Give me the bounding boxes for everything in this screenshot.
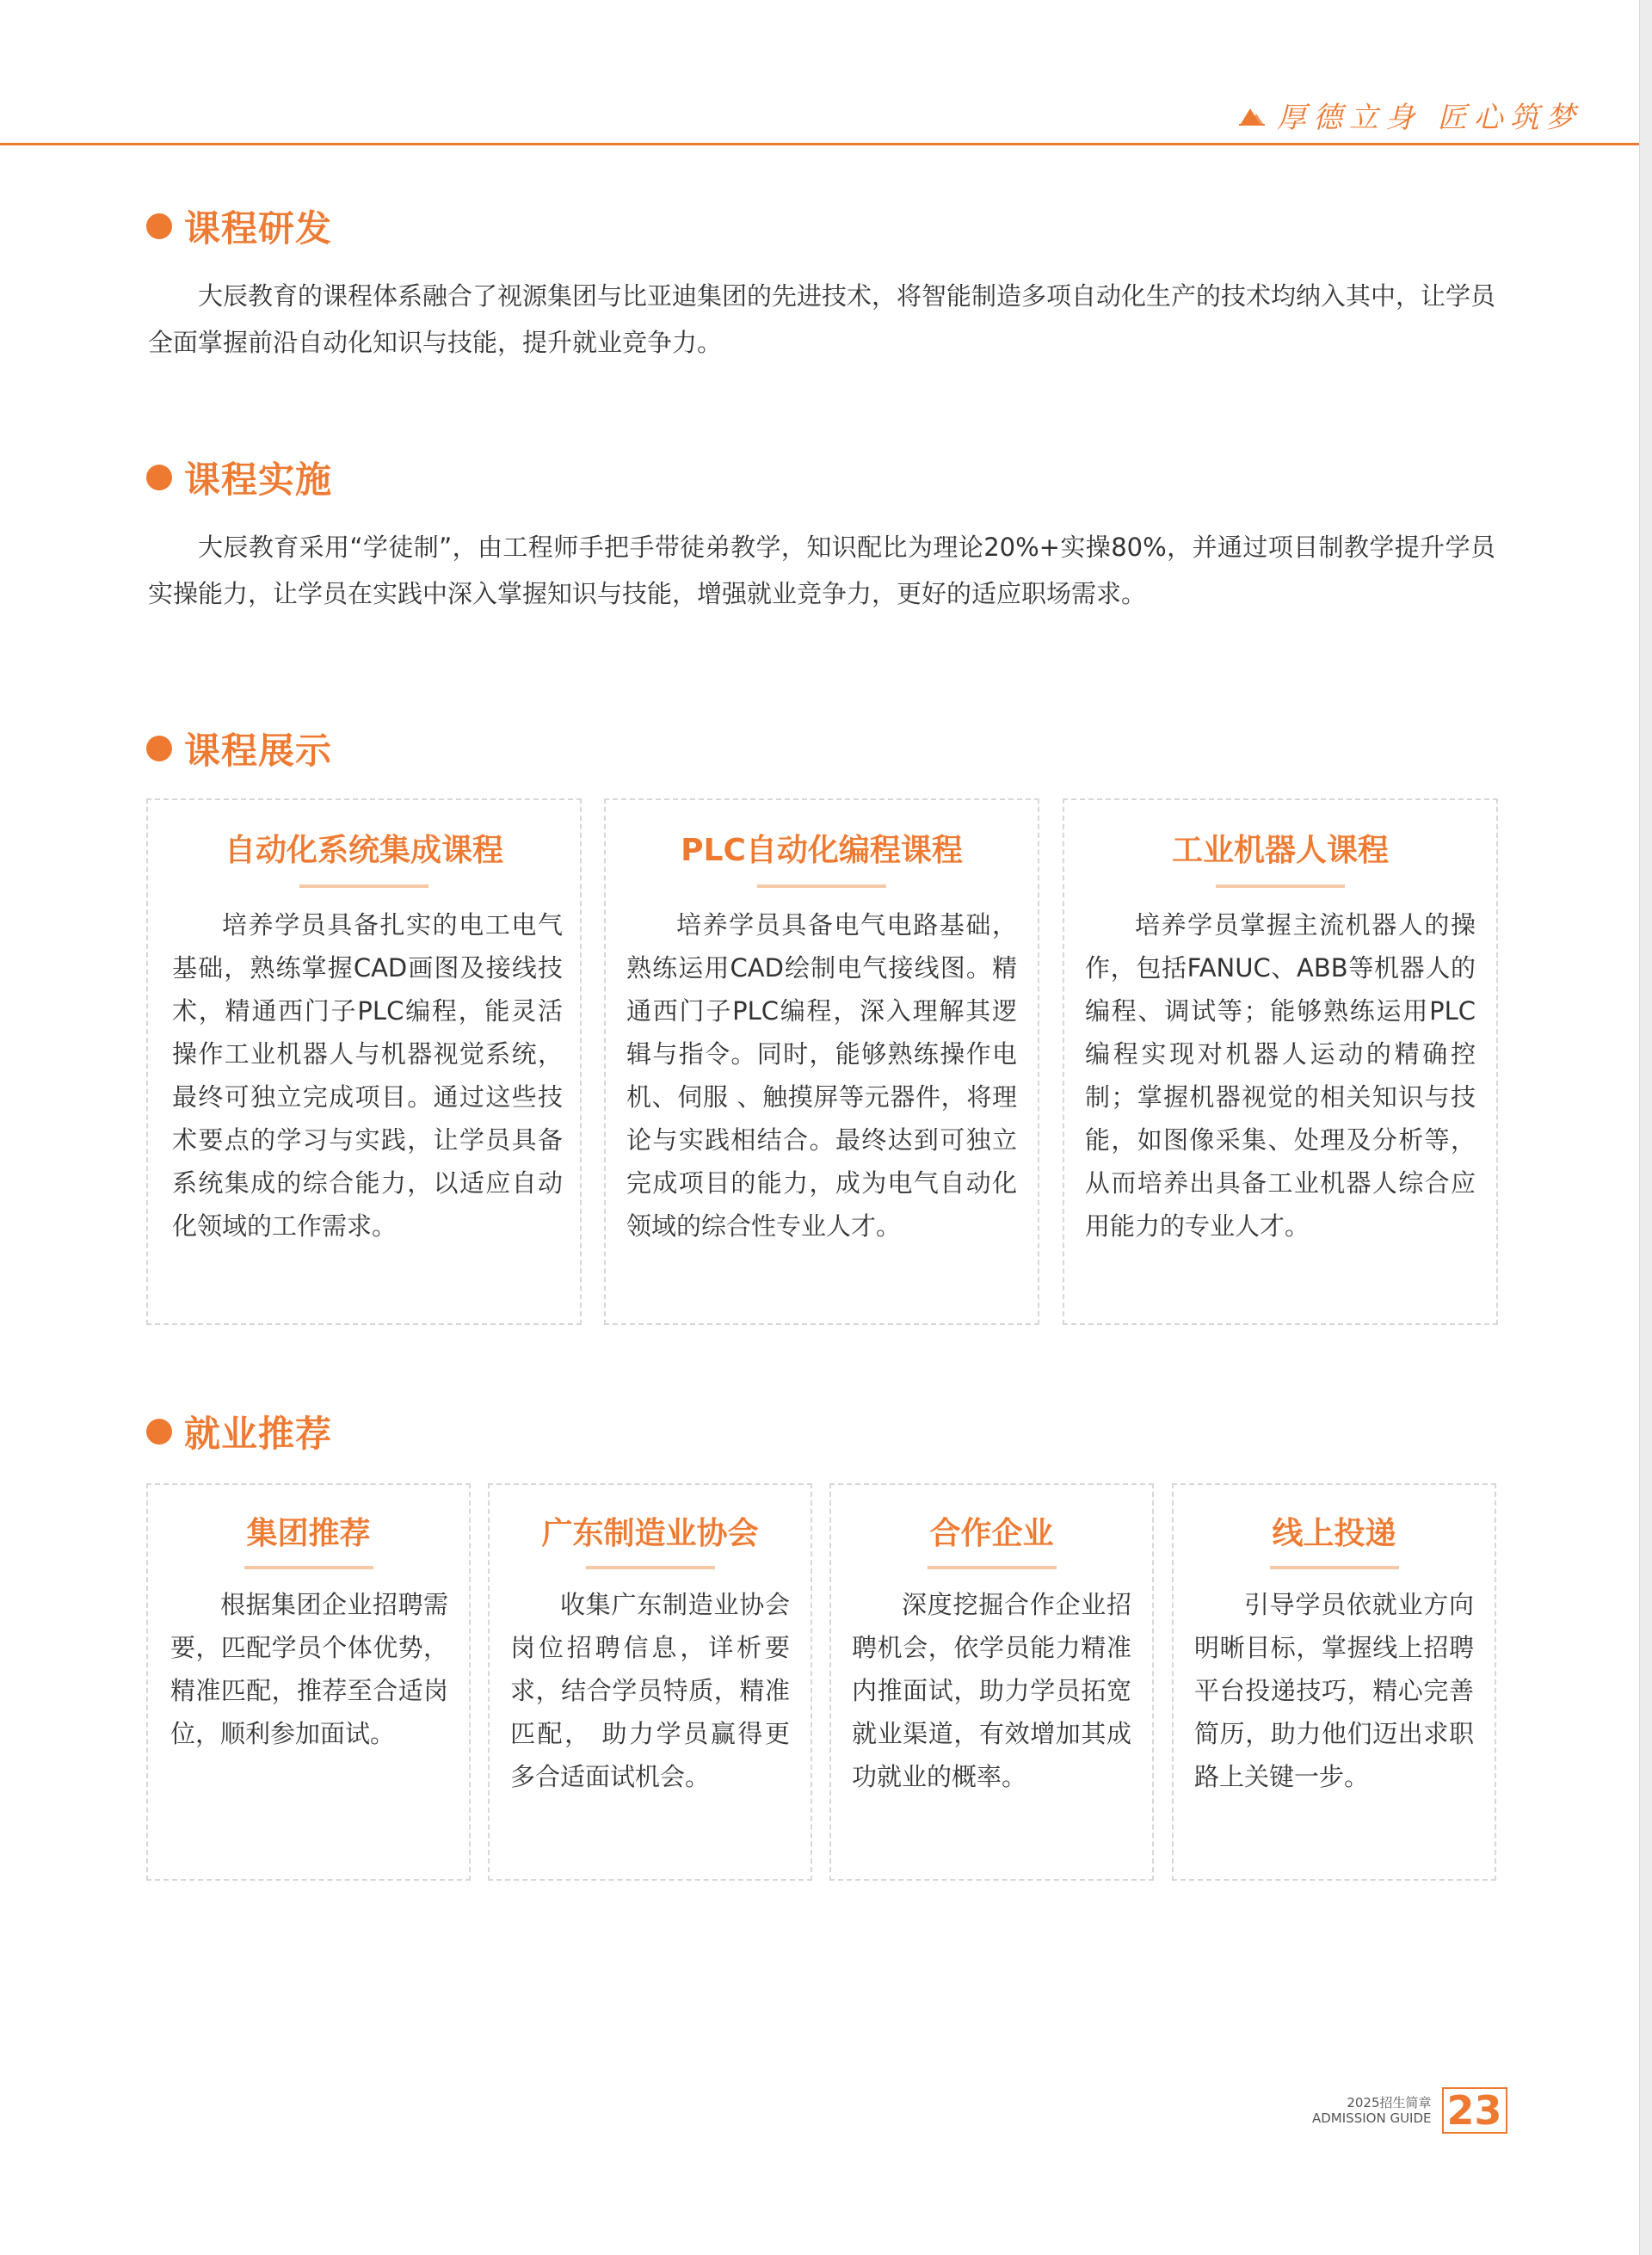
card-text: 引导学员依就业方向明晰目标，掌握线上招聘平台投递技巧，精心完善简历，助力他们迈出求职路上关键一步。: [1194, 1590, 1474, 1791]
course-card-robot: [1063, 798, 1498, 1325]
footer-page-marker: [1312, 2086, 1507, 2134]
card-title: 广东制造业协会: [541, 1516, 759, 1551]
card-text: 培养学员具备电气电路基础，熟练运用CAD绘制电气接线图。精通西门子PLC编程，深入理解其逻辑与指令。同时，能够熟练操作电机、伺服 、触摸屏等元器件，将理论与实践相结合。最终达到可独立完成项目的能力，成为电气自动化领域的综合性专业人才。: [626, 910, 1017, 1241]
page-number: 23: [1442, 2087, 1507, 2134]
section-showcase-heading: [146, 723, 332, 774]
section-title: 课程研发: [184, 207, 333, 250]
course-card-automation: [146, 798, 582, 1325]
header-rule: [0, 143, 1639, 145]
header-motto: [1239, 93, 1582, 136]
bullet-dot-icon: [146, 1419, 172, 1445]
card-divider: [757, 884, 886, 888]
card-text: 培养学员掌握主流机器人的操作，包括FANUC、ABB等机器人的编程、调试等；能够熟练运用PLC编程实现对机器人运动的精确控制；掌握机器视觉的相关知识与技能，如图像采集、处理及分析等，从而培养出具备工业机器人综合应用能力的专业人才。: [1085, 910, 1476, 1241]
section-employment-heading: [146, 1406, 332, 1457]
motto-text: 厚德立身 匠心筑梦: [1277, 100, 1582, 135]
section-title: 课程展示: [184, 730, 333, 772]
card-text: 根据集团企业招聘需要，匹配学员个体优势，精准匹配，推荐至合适岗位，顺利参加面试。: [170, 1590, 448, 1748]
section-title: 就业推荐: [184, 1413, 333, 1455]
bullet-dot-icon: [146, 465, 172, 490]
section-research-heading: [146, 200, 332, 252]
employment-card-online: [1172, 1483, 1496, 1881]
section-implementation-heading: [146, 452, 332, 503]
employment-card-group: [146, 1483, 471, 1881]
card-title: 线上投递: [1272, 1516, 1396, 1551]
employment-card-partner: [829, 1483, 1154, 1881]
section-title: 课程实施: [184, 459, 333, 501]
card-divider: [299, 884, 428, 888]
footer-guide-cn: 2025招生简章: [1347, 2094, 1432, 2110]
card-divider: [1216, 884, 1345, 888]
footer-guide: [1312, 2095, 1432, 2126]
course-card-plc: [604, 798, 1039, 1325]
page-edge: [1639, 0, 1652, 2255]
card-title: PLC自动化编程课程: [681, 833, 963, 868]
card-divider: [586, 1566, 715, 1569]
card-divider: [928, 1566, 1057, 1569]
card-title: 工业机器人课程: [1171, 833, 1389, 868]
card-title: 合作企业: [929, 1516, 1054, 1551]
card-divider: [244, 1566, 373, 1569]
employment-card-association: [488, 1483, 812, 1881]
footer-guide-en: ADMISSION GUIDE: [1312, 2110, 1432, 2126]
card-title: 集团推荐: [246, 1516, 371, 1551]
card-divider: [1270, 1566, 1399, 1569]
section-research-text: 大辰教育的课程体系融合了视源集团与比亚迪集团的先进技术，将智能制造多项自动化生产的技术均纳入其中，让学员全面掌握前沿自动化知识与技能，提升就业竞争力。: [148, 281, 1496, 357]
mountain-flag-icon: [1239, 103, 1265, 126]
card-text: 培养学员具备扎实的电工电气基础，熟练掌握CAD画图及接线技术，精通西门子PLC编程，能灵活操作工业机器人与机器视觉系统，最终可独立完成项目。通过这些技术要点的学习与实践，让学员具备系统集成的综合能力，以适应自动化领域的工作需求。: [172, 910, 563, 1241]
bullet-dot-icon: [146, 736, 172, 761]
section-implementation-text: 大辰教育采用“学徒制”，由工程师手把手带徒弟教学，知识配比为理论20%+实操80%，并通过项目制教学提升学员实操能力，让学员在实践中深入掌握知识与技能，增强就业竞争力，更好的适应职场需求。: [148, 533, 1495, 608]
card-text: 收集广东制造业协会岗位招聘信息，详析要求，结合学员特质，精准匹配， 助力学员赢得更多合适面试机会。: [510, 1590, 790, 1791]
bullet-dot-icon: [146, 213, 172, 239]
card-title: 自动化系统集成课程: [224, 833, 503, 868]
card-text: 深度挖掘合作企业招聘机会，依学员能力精准内推面试，助力学员拓宽就业渠道，有效增加其成功就业的概率。: [852, 1590, 1131, 1791]
